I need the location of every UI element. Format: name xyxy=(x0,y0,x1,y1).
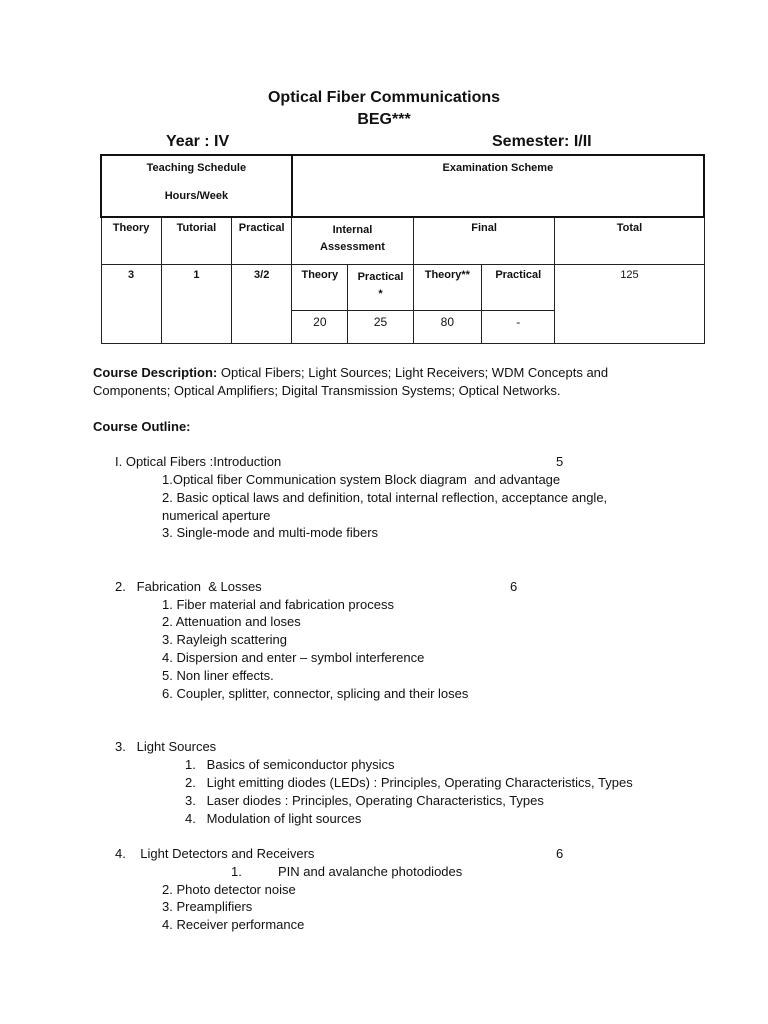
section2-item1: 1. Fiber material and fabrication process xyxy=(162,597,394,612)
theory-value: 3 xyxy=(101,264,161,343)
final-practical-marks: - xyxy=(482,310,555,343)
section4-heading: 4. Light Detectors and Receivers xyxy=(115,846,315,861)
section2-item3: 3. Rayleigh scattering xyxy=(162,632,288,647)
section1-hours: 5 xyxy=(556,454,564,469)
final-header: Final xyxy=(413,217,555,264)
course-description xyxy=(93,364,608,382)
course-description-line2: Components; Optical Amplifiers; Digital Transmission Systems; Optical Networks. xyxy=(93,383,561,398)
year-label: Year : IV xyxy=(166,133,230,150)
section4-item3: 3. Preamplifiers xyxy=(162,899,253,914)
internal-practical-label: Practical xyxy=(357,270,404,283)
section4-item2: 2. Photo detector noise xyxy=(162,882,296,897)
section1-item2-cont: numerical aperture xyxy=(162,508,271,523)
practical-header: Practical xyxy=(232,217,292,264)
section1-item1: 1.Optical fiber Communication system Block diagram and advantage xyxy=(162,472,561,487)
internal-theory-marks: 20 xyxy=(292,310,348,343)
section1-heading: I. Optical Fibers :Introduction xyxy=(115,454,282,469)
course-code: BEG*** xyxy=(357,111,411,128)
internal-practical-marks: 25 xyxy=(348,310,413,343)
course-description-line1: Optical Fibers; Light Sources; Light Receivers; WDM Concepts and xyxy=(217,365,609,380)
section4-item4: 4. Receiver performance xyxy=(162,917,305,932)
internal-practical-mark: * xyxy=(378,287,383,300)
assessment-label: Assessment xyxy=(320,241,385,253)
section3-item4: 4. Modulation of light sources xyxy=(185,811,362,826)
course-title: Optical Fiber Communications xyxy=(267,89,501,106)
section2-item2: 2. Attenuation and loses xyxy=(162,614,301,629)
total-header: Total xyxy=(555,217,704,264)
final-practical-header: Practical xyxy=(482,264,555,310)
internal-label: Internal xyxy=(332,224,373,236)
schedule-table xyxy=(100,154,705,344)
section2-item4: 4. Dispersion and enter – symbol interference xyxy=(162,650,425,665)
section4-item1: 1. PIN and avalanche photodiodes xyxy=(231,864,463,879)
section2-heading: 2. Fabrication & Losses xyxy=(115,579,262,594)
section1-item2: 2. Basic optical laws and definition, total internal reflection, acceptance angle, xyxy=(162,490,608,505)
section3-item2: 2. Light emitting diodes (LEDs) : Principles, Operating Characteristics, Types xyxy=(185,775,633,790)
course-outline-label: Course Outline: xyxy=(93,419,191,434)
tutorial-value: 1 xyxy=(161,264,231,343)
tutorial-header: Tutorial xyxy=(161,217,231,264)
teaching-schedule-label: Teaching Schedule xyxy=(146,162,247,174)
practical-value: 3/2 xyxy=(232,264,292,343)
teaching-schedule-cell xyxy=(101,155,292,217)
section2-item6: 6. Coupler, splitter, connector, splicing and their loses xyxy=(162,686,469,701)
section3-item1: 1. Basics of semiconductor physics xyxy=(185,757,395,772)
section1-item3: 3. Single-mode and multi-mode fibers xyxy=(162,525,379,540)
section2-item5: 5. Non liner effects. xyxy=(162,668,274,683)
internal-practical-header xyxy=(348,264,413,310)
section4-hours: 6 xyxy=(556,846,564,861)
total-value: 125 xyxy=(555,264,704,343)
internal-theory-header: Theory xyxy=(292,264,348,310)
section2-hours: 6 xyxy=(510,579,518,594)
exam-scheme-cell xyxy=(292,155,704,217)
section3-item3: 3. Laser diodes : Principles, Operating Characteristics, Types xyxy=(185,793,544,808)
theory-header: Theory xyxy=(101,217,161,264)
hours-week-label: Hours/Week xyxy=(164,190,229,202)
final-theory-marks: 80 xyxy=(413,310,481,343)
course-description-label: Course Description: xyxy=(93,365,218,380)
section3-heading: 3. Light Sources xyxy=(115,739,217,754)
internal-assessment-header xyxy=(292,217,413,264)
exam-scheme-label: Examination Scheme xyxy=(442,162,554,174)
final-theory-header: Theory** xyxy=(413,264,481,310)
semester-label: Semester: I/II xyxy=(492,133,592,150)
